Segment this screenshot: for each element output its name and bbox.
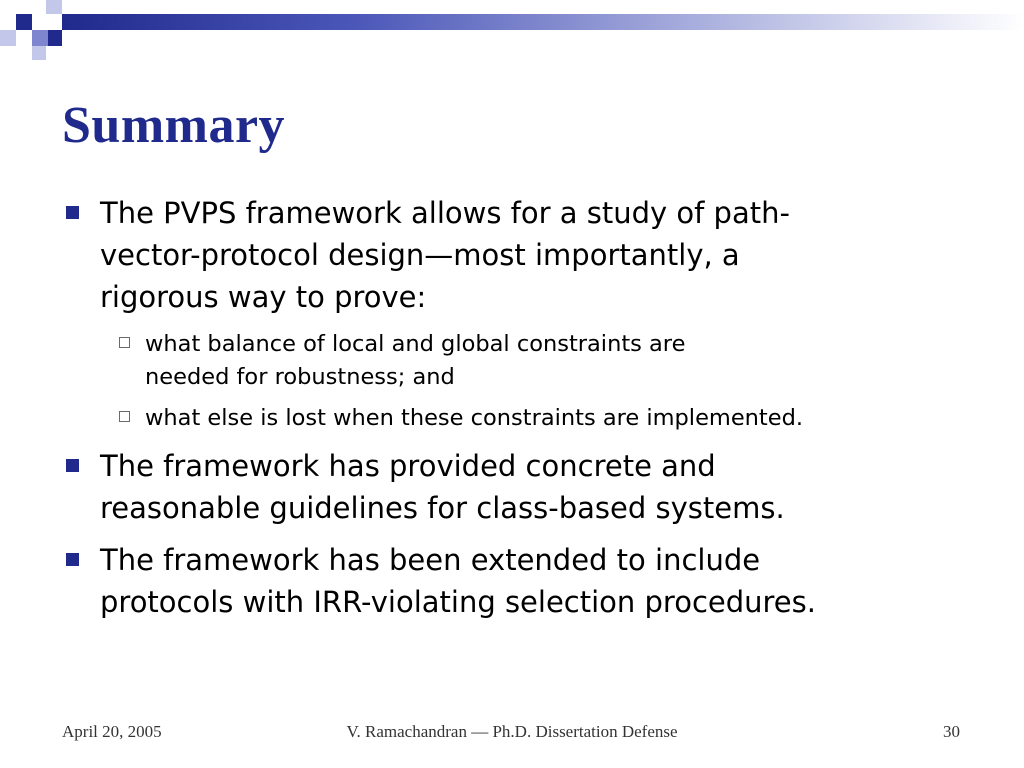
deco-square-icon — [16, 14, 32, 30]
bullet-item — [62, 539, 982, 623]
bullet-line: vector-protocol design—most importantly, a — [100, 238, 740, 272]
deco-square-icon — [0, 30, 16, 46]
bullet-item — [62, 192, 982, 318]
sub-bullet-item — [62, 402, 982, 435]
navy-square-bullet-icon — [66, 553, 79, 566]
bullet-line: The PVPS framework allows for a study of path- — [100, 196, 790, 230]
header-decoration — [0, 0, 1024, 64]
sub-bullet-list — [62, 328, 982, 435]
bullet-line: protocols with IRR-violating selection procedures. — [100, 585, 816, 619]
footer-title: V. Ramachandran — Ph.D. Dissertation Defense — [346, 722, 678, 741]
sub-bullet-line: what balance of local and global constraints are — [145, 331, 686, 357]
bullet-line: reasonable guidelines for class-based systems. — [100, 491, 785, 525]
sub-bullet-line: needed for robustness; and — [145, 364, 455, 390]
bullet-line: The framework has been extended to include — [100, 543, 761, 577]
deco-square-icon — [48, 30, 62, 46]
deco-square-icon — [32, 30, 48, 46]
header-gradient-bar — [62, 14, 1024, 30]
hollow-square-bullet-icon — [119, 411, 130, 422]
deco-square-icon — [32, 46, 46, 60]
sub-bullet-line: what else is lost when these constraints are implemented. — [145, 405, 804, 431]
page-number: 30 — [943, 722, 960, 741]
slide-content — [62, 192, 982, 633]
sub-bullet-item — [62, 328, 982, 394]
hollow-square-bullet-icon — [119, 337, 130, 348]
bullet-item — [62, 445, 982, 529]
bullet-line: The framework has provided concrete and — [100, 449, 716, 483]
navy-square-bullet-icon — [66, 206, 79, 219]
footer-date: April 20, 2005 — [62, 722, 162, 741]
slide-title: Summary — [62, 97, 286, 154]
bullet-line: rigorous way to prove: — [100, 280, 427, 314]
navy-square-bullet-icon — [66, 459, 79, 472]
deco-square-icon — [46, 0, 62, 14]
